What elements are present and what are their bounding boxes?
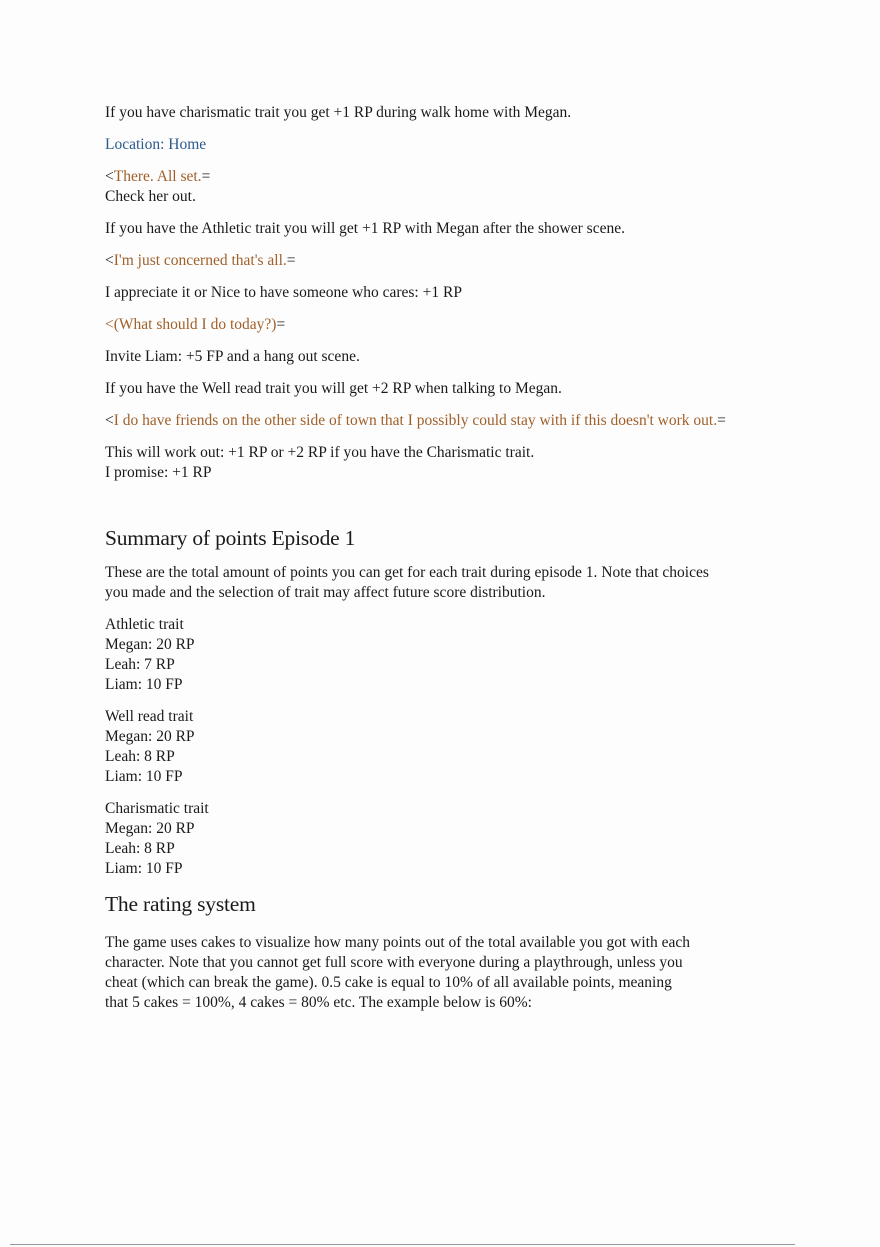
choice-close-marker: = [276, 316, 286, 333]
rating-heading: The rating system [105, 892, 256, 916]
document-page [105, 103, 735, 1025]
choice-options-4 [105, 443, 735, 483]
choice-text: <(What should I do today?) [105, 316, 277, 333]
rating-description: The game uses cakes to visualize how many points out of the total available you got with each character. Note that you cannot get full score with everyone during a playthrough, unless you cheat (which can break the game). 0.5 cake is equal to 10% of all available points, meaning that 5 cakes = 100%, 4 cakes = 80% etc. The example below is 60%: [105, 934, 690, 1011]
choice-option: I appreciate it or Nice to have someone who cares: +1 RP [105, 284, 462, 301]
trait-points-leah: Leah: 8 RP [105, 840, 175, 857]
choice-close-marker: = [201, 168, 211, 185]
athletic-shower-note: If you have the Athletic trait you will get +1 RP with Megan after the shower scene. [105, 220, 625, 237]
choice-open-marker: < [105, 412, 114, 429]
choice-option: Invite Liam: +5 FP and a hang out scene. [105, 348, 360, 365]
location-heading: Location: Home [105, 136, 207, 153]
choice-line-4 [105, 411, 735, 431]
choice-line-1 [105, 167, 735, 187]
summary-heading: Summary of points Episode 1 [105, 526, 356, 550]
summary-intro: These are the total amount of points you can get for each trait during episode 1. Note that choices you made and the selection of trait may affect future score distribution. [105, 564, 709, 601]
choice-block-1 [105, 167, 735, 207]
choice-open-marker: < [105, 252, 114, 269]
choice-line-2 [105, 251, 735, 271]
trait-points-leah: Leah: 8 RP [105, 748, 175, 765]
trait-points-megan: Megan: 20 RP [105, 820, 195, 837]
trait-points-liam: Liam: 10 FP [105, 676, 183, 693]
choice-text: I do have friends on the other side of town that I possibly could stay with if this doesn't work out. [113, 412, 718, 429]
choice-text: I'm just concerned that's all. [113, 252, 287, 269]
trait-name: Well read trait [105, 708, 194, 725]
choice-line-3 [105, 315, 735, 335]
trait-name: Athletic trait [105, 616, 184, 633]
charismatic-walk-note: If you have charismatic trait you get +1 RP during walk home with Megan. [105, 104, 572, 121]
trait-block-athletic [105, 615, 735, 695]
choice-option: I promise: +1 RP [105, 464, 212, 481]
trait-block-charismatic [105, 799, 735, 879]
trait-points-liam: Liam: 10 FP [105, 768, 183, 785]
choice-text: There. All set. [113, 168, 202, 185]
choice-close-marker: = [717, 412, 726, 429]
trait-block-well-read [105, 707, 735, 787]
trait-points-liam: Liam: 10 FP [105, 860, 183, 877]
choice-close-marker: = [286, 252, 296, 269]
trait-points-leah: Leah: 7 RP [105, 656, 175, 673]
footer-divider [10, 1244, 795, 1245]
well-read-note: If you have the Well read trait you will get +2 RP when talking to Megan. [105, 380, 562, 397]
choice-open-marker: < [105, 168, 114, 185]
trait-name: Charismatic trait [105, 800, 209, 817]
choice-option: Check her out. [105, 188, 196, 205]
trait-points-megan: Megan: 20 RP [105, 728, 195, 745]
trait-points-megan: Megan: 20 RP [105, 636, 195, 653]
choice-option: This will work out: +1 RP or +2 RP if you have the Charismatic trait. [105, 444, 535, 461]
